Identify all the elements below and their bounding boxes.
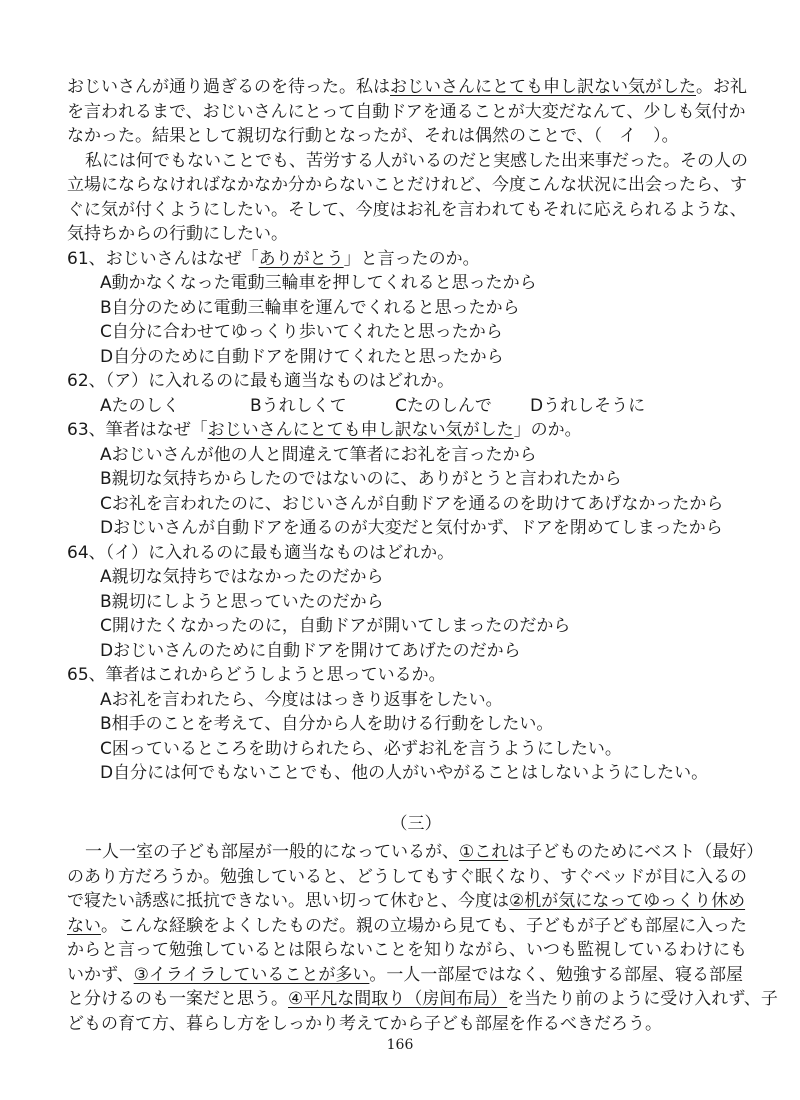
question-stem: 62、（ア）に入れるのに最も適当なものはどれか。	[67, 371, 455, 391]
passage-line: 私には何でもないことでも、苦労する人がいるのだと実感した出来事だった。その人の	[85, 150, 748, 171]
question-63	[67, 418, 735, 541]
passage-line: おじいさんが通り過ぎるのを待った。私はおじいさんにとても申し訳ない気がした。お礼	[67, 77, 747, 97]
option-c: Cたのしんで	[395, 395, 492, 416]
option-a: A親切な気持ちではなかったのだから	[100, 567, 384, 587]
passage-line: で寝たい誘惑に抵抗できない。思い切って休むと、今度は②机が気になってゆっくり休め	[67, 891, 746, 911]
question-stem: 61、おじいさんはなぜ「ありがとう」と言ったのか。	[67, 248, 480, 269]
option-b: Bうれしくて	[250, 395, 347, 416]
question-61	[67, 247, 735, 370]
option-c: C自分に合わせてゆっくり歩いてくれたと思ったから	[100, 322, 503, 342]
question-64	[67, 541, 735, 664]
reading-passage-3	[67, 840, 778, 1036]
option-a: Aたのしく	[100, 395, 180, 416]
option-a: A動かなくなった電動三輪車を押してくれると思ったから	[100, 273, 537, 293]
passage-line: 立場にならなければなかなか分からないことだけれど、今度こんな状況に出会ったら、す	[67, 175, 747, 195]
passage-line: ぐに気が付くようにしたい。そして、今度はお礼を言われてもそれに応えられるような、	[67, 199, 747, 220]
underlined-phrase: おじいさんにとても申し訳ない気がした	[390, 77, 696, 97]
option-d: Dうれしそうに	[530, 395, 646, 416]
passage-line: 気持ちからの行動にしたい。	[67, 224, 288, 244]
passage-line: からと言って勉強しているとは限らないことを知りながら、いつも監視しているわけにも	[67, 940, 747, 960]
page-number: 166	[386, 1037, 414, 1053]
option-b: B相手のことを考えて、自分から人を助ける行動をしたい。	[100, 714, 554, 734]
option-c: C困っているところを助けられたら、必ずお礼を言うようにしたい。	[100, 738, 622, 759]
section-title: （三）	[390, 813, 442, 834]
options-row	[67, 394, 735, 419]
question-stem: 63、筆者はなぜ「おじいさんにとても申し訳ない気がした」のか。	[67, 420, 582, 440]
option-a: Aお礼を言われたら、今度ははっきり返事をしたい。	[100, 689, 503, 710]
question-62	[67, 369, 735, 418]
question-stem: 64、（イ）に入れるのに最も適当なものはどれか。	[67, 542, 455, 563]
question-65	[67, 663, 735, 786]
reading-passage-2	[67, 75, 748, 247]
option-c: C開けたくなかったのに，自動ドアが開いてしまったのだから	[100, 616, 571, 636]
option-d: D自分のために自動ドアを開けてくれたと思ったから	[100, 346, 504, 367]
option-b: B親切な気持ちからしたのではないのに、ありがとうと言われたから	[100, 469, 622, 489]
passage-line: いかず、③イライラしていることが多い。一人一部屋ではなく、勉強する部屋、寝る部屋	[67, 964, 744, 985]
passage-line: どもの育て方、暮らし方をしっかり考えてから子ども部屋を作るべきだろう。	[67, 1013, 662, 1034]
underlined-phrase: ありがとう	[258, 248, 344, 269]
question-stem: 65、筆者はこれからどうしようと思っているか。	[67, 665, 446, 685]
passage-line: 一人一室の子ども部屋が一般的になっているが、①これは子どものためにベスト（最好）	[85, 842, 764, 862]
passage-line: のあり方だろうか。勉強していると、どうしてもすぐ眠くなり、すぐベッドが目に入るの	[67, 866, 747, 887]
passage-line: ない。こんな経験をよくしたものだ。親の立場から見ても、子どもが子ども部屋に入った	[67, 915, 747, 936]
underlined-phrase: ②机が気になってゆっくり休め	[509, 891, 746, 911]
option-d: D自分には何でもないことでも、他の人がいやがることはしないようにしたい。	[100, 763, 709, 783]
underlined-phrase: ない	[67, 915, 101, 936]
option-a: Aおじいさんが他の人と間違えて筆者にお礼を言ったから	[100, 444, 537, 465]
option-d: Dおじいさんが自動ドアを通るのが大変だと気付かず、ドアを閉めてしまったから	[100, 518, 723, 538]
option-d: Dおじいさんのために自動ドアを開けてあげたのだから	[100, 640, 521, 661]
underlined-phrase: おじいさんにとても申し訳ない気がした	[207, 420, 514, 440]
passage-line: を言われるまで、おじいさんにとって自動ドアを通ることが大変だなんて、少しも気付か	[67, 101, 746, 122]
option-b: B親切にしようと思っていたのだから	[100, 591, 384, 612]
passage-line: なかった。結果として親切な行動となったが、それは偶然のことで、（ イ ）。	[67, 126, 679, 146]
underlined-phrase: ①これ	[459, 842, 509, 862]
passage-line: と分けるのも一案だと思う。④平凡な間取り（房间布局）を当たり前のように受け入れず、子	[67, 989, 778, 1009]
underlined-phrase: ③イライラしていることが多い	[133, 964, 370, 985]
option-c: Cお礼を言われたのに、おじいさんが自動ドアを通るのを助けてあげなかったから	[100, 493, 724, 514]
underlined-phrase: ④平凡な間取り（房间布局）	[288, 989, 508, 1009]
document-page	[67, 75, 778, 1036]
option-b: B自分のために電動三輪車を運んでくれると思ったから	[100, 297, 520, 318]
